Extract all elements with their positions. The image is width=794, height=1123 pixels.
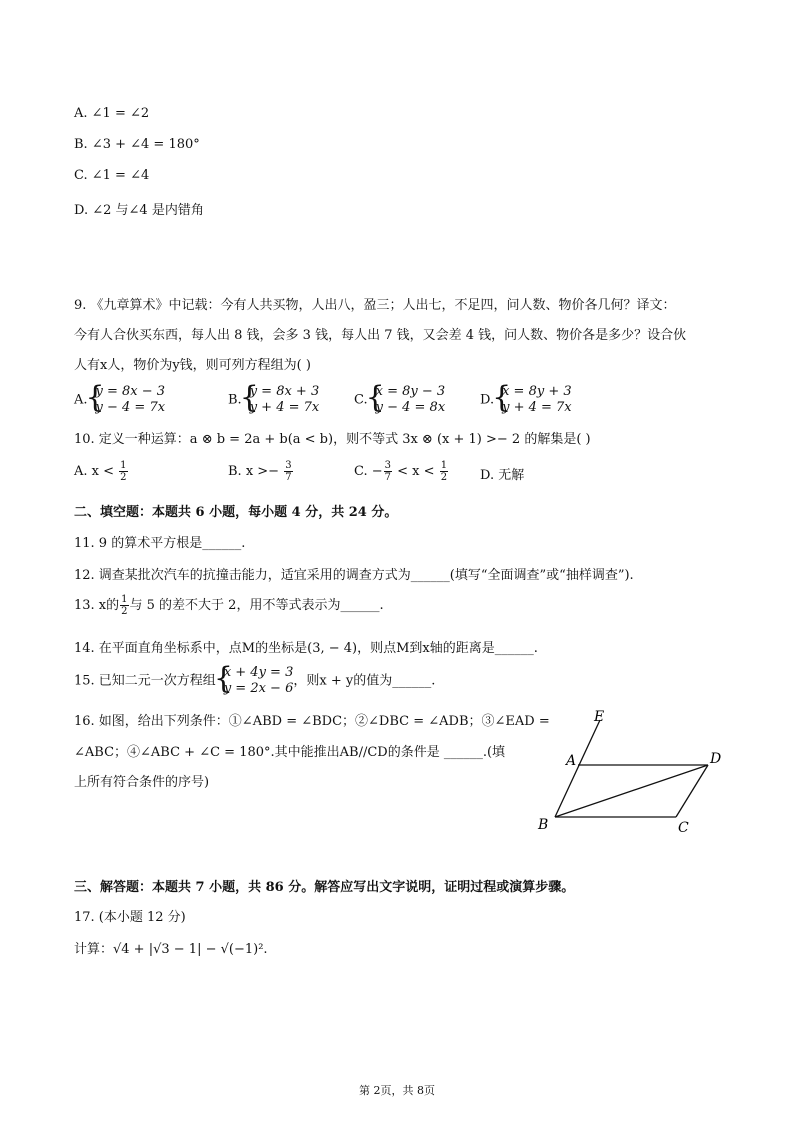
label-d: D xyxy=(710,751,722,767)
option-b: B. ∠3 + ∠4 = 180° xyxy=(74,137,200,152)
fraction xyxy=(284,460,292,483)
q10-option-b xyxy=(228,460,294,483)
equation-system xyxy=(242,384,320,416)
label-b: B xyxy=(538,817,549,833)
option-text: < x < xyxy=(397,464,435,479)
question-10: 10. 定义一种运算：a ⊗ b = 2a + b(a < b)，则不等式 3x ⊗ (x + 1) >− 2 的解集是( ) xyxy=(74,432,591,447)
section-heading-fill-in: 二、填空题：本题共 6 小题，每小题 4 分，共 24 分。 xyxy=(74,505,398,520)
equation: y + 4 = 7x xyxy=(249,400,320,415)
option-text: B. x >− xyxy=(228,464,280,479)
question-17-title: 17. (本小题 12 分) xyxy=(74,910,186,925)
q9-option-c xyxy=(354,384,445,416)
line-bd xyxy=(555,765,708,817)
fraction xyxy=(384,460,392,483)
equation-system xyxy=(368,384,446,416)
question-9-line3: 人有x人，物价为y钱，则可列方程组为( ) xyxy=(74,358,311,373)
q9-option-d xyxy=(480,384,572,416)
denominator: 7 xyxy=(285,472,292,483)
numerator: 3 xyxy=(384,460,392,471)
question-14: 14. 在平面直角坐标系中，点M的坐标是(3, − 4)，则点M到x轴的距离是______. xyxy=(74,641,538,656)
fraction xyxy=(440,460,448,483)
question-9-line1: 9. 《九章算术》中记载：今有人共买物，人出八，盈三；人出七，不足四，问人数、物价各几何？译文： xyxy=(74,298,676,313)
numerator: 1 xyxy=(440,460,448,471)
question-13 xyxy=(74,594,384,617)
denominator: 7 xyxy=(384,472,392,483)
q9-option-b xyxy=(228,384,319,416)
option-d: D. ∠2 与∠4 是内错角 xyxy=(74,203,204,218)
question-16-line3: 上所有符合条件的序号) xyxy=(74,775,210,790)
equation: y − 4 = 7x xyxy=(95,400,166,415)
option-label: C. xyxy=(354,392,368,408)
numerator: 1 xyxy=(121,594,128,605)
question-text: ，则x + y的值为______. xyxy=(293,673,436,689)
option-label: B. xyxy=(228,392,242,408)
equation: { x = 8y + 3 xyxy=(502,384,572,399)
parallelogram-figure xyxy=(530,705,740,840)
denominator: 2 xyxy=(440,472,448,483)
equation-system xyxy=(216,665,294,697)
option-text: C. − xyxy=(354,464,383,479)
option-a: A. ∠1 = ∠2 xyxy=(74,106,150,121)
numerator: 3 xyxy=(285,460,292,471)
denominator: 2 xyxy=(120,472,127,483)
equation: y = 2x − 6 xyxy=(223,681,294,696)
fraction xyxy=(119,460,127,483)
equation: { y = 8x + 3 xyxy=(249,384,320,399)
q10-option-d: D. 无解 xyxy=(480,468,525,483)
question-text: 15. 已知二元一次方程组 xyxy=(74,673,216,689)
equation-system xyxy=(88,384,166,416)
equation: { x = 8y − 3 xyxy=(375,384,446,399)
question-16-line2: ∠ABC；④∠ABC + ∠C = 180°.其中能推出AB//CD的条件是 ______.(填 xyxy=(74,745,506,760)
question-17: 计算：√4 + |√3 − 1| − √(−1)². xyxy=(74,942,268,957)
equation: y − 4 = 8x xyxy=(375,400,446,415)
numerator: 1 xyxy=(120,460,127,471)
section-heading-answer: 三、解答题：本题共 7 小题，共 86 分。解答应写出文字说明，证明过程或演算步骤。 xyxy=(74,880,575,895)
line-cd xyxy=(676,765,708,817)
question-11: 11. 9 的算术平方根是______. xyxy=(74,536,246,551)
label-e: E xyxy=(594,709,605,725)
equation-system xyxy=(494,384,572,416)
question-16-line1: 16. 如图，给出下列条件：①∠ABD = ∠BDC；②∠DBC = ∠ADB；③∠EAD = xyxy=(74,714,550,729)
equation: y + 4 = 7x xyxy=(502,400,572,415)
option-c: C. ∠1 = ∠4 xyxy=(74,168,150,183)
option-label: A. xyxy=(74,392,88,408)
equation: { y = 8x − 3 xyxy=(95,384,166,399)
q9-option-a xyxy=(74,384,165,416)
q10-option-c xyxy=(354,460,449,483)
label-a: A xyxy=(566,753,577,769)
label-c: C xyxy=(678,820,689,836)
denominator: 2 xyxy=(121,606,128,617)
question-12: 12. 调查某批次汽车的抗撞击能力，适宜采用的调查方式为______(填写“全面调查”或“抽样调查”). xyxy=(74,568,634,583)
question-9-line2: 今有人合伙买东西，每人出 8 钱，会多 3 钱，每人出 7 钱，又会差 4 钱，问人数、物价各是多少？设合伙 xyxy=(74,328,687,343)
question-text: 与 5 的差不大于 2，用不等式表示为______. xyxy=(129,598,384,613)
fraction xyxy=(120,594,128,617)
line-be xyxy=(555,720,600,817)
question-text: 13. x的 xyxy=(74,598,120,613)
option-text: A. x < xyxy=(74,464,115,479)
equation: { x + 4y = 3 xyxy=(223,665,294,680)
question-15 xyxy=(74,665,435,697)
q10-option-a xyxy=(74,460,129,483)
option-label: D. xyxy=(480,392,495,408)
page-footer: 第 2页，共 8页 xyxy=(359,1084,435,1097)
